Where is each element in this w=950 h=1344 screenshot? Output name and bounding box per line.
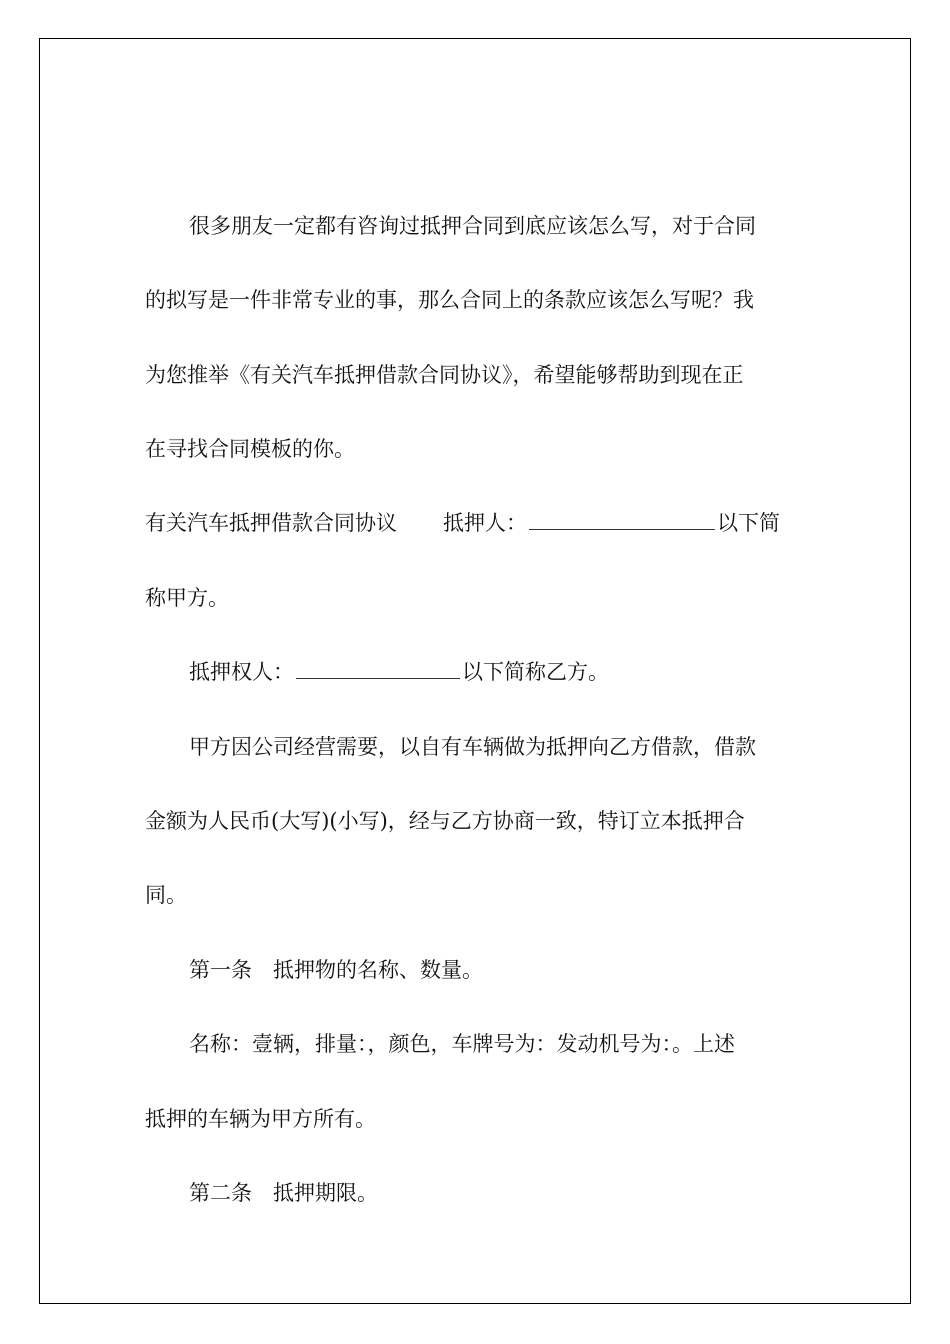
mortgagor-blank[interactable] xyxy=(529,528,715,530)
paragraph-line: 称甲方。 xyxy=(145,586,229,610)
paragraph-line: 抵押的车辆为甲方所有。 xyxy=(145,1107,376,1131)
paragraph-line: 金额为人民币(大写)(小写)，经与乙方协商一致，特订立本抵押合 xyxy=(145,809,745,833)
paragraph-line: 为您推举《有关汽车抵押借款合同协议》，希望能够帮助到现在正 xyxy=(145,363,744,387)
mortgagor-label: 抵押人： xyxy=(443,511,527,535)
paragraph-line: 甲方因公司经营需要，以自有车辆做为抵押向乙方借款，借款 xyxy=(189,735,756,759)
mortgagee-blank[interactable] xyxy=(296,677,460,679)
mortgagee-label: 抵押权人： xyxy=(189,660,294,684)
contract-title-line xyxy=(145,508,780,538)
article-heading: 第一条 抵押物的名称、数量。 xyxy=(189,958,483,982)
paragraph-line: 很多朋友一定都有咨询过抵押合同到底应该怎么写，对于合同 xyxy=(189,214,756,238)
mortgagee-line xyxy=(189,657,609,687)
article-heading: 第二条 抵押期限。 xyxy=(189,1181,378,1205)
mortgagee-suffix: 以下简称乙方。 xyxy=(462,660,609,684)
mortgagor-suffix: 以下简 xyxy=(717,511,780,535)
paragraph-line: 名称：壹辆，排量：，颜色，车牌号为：发动机号为：。上述 xyxy=(189,1032,735,1056)
paragraph-line: 同。 xyxy=(145,883,187,907)
contract-title: 有关汽车抵押借款合同协议 xyxy=(145,511,397,535)
paragraph-line: 在寻找合同模板的你。 xyxy=(145,437,355,461)
paragraph-line: 的拟写是一件非常专业的事，那么合同上的条款应该怎么写呢？我 xyxy=(145,288,754,312)
